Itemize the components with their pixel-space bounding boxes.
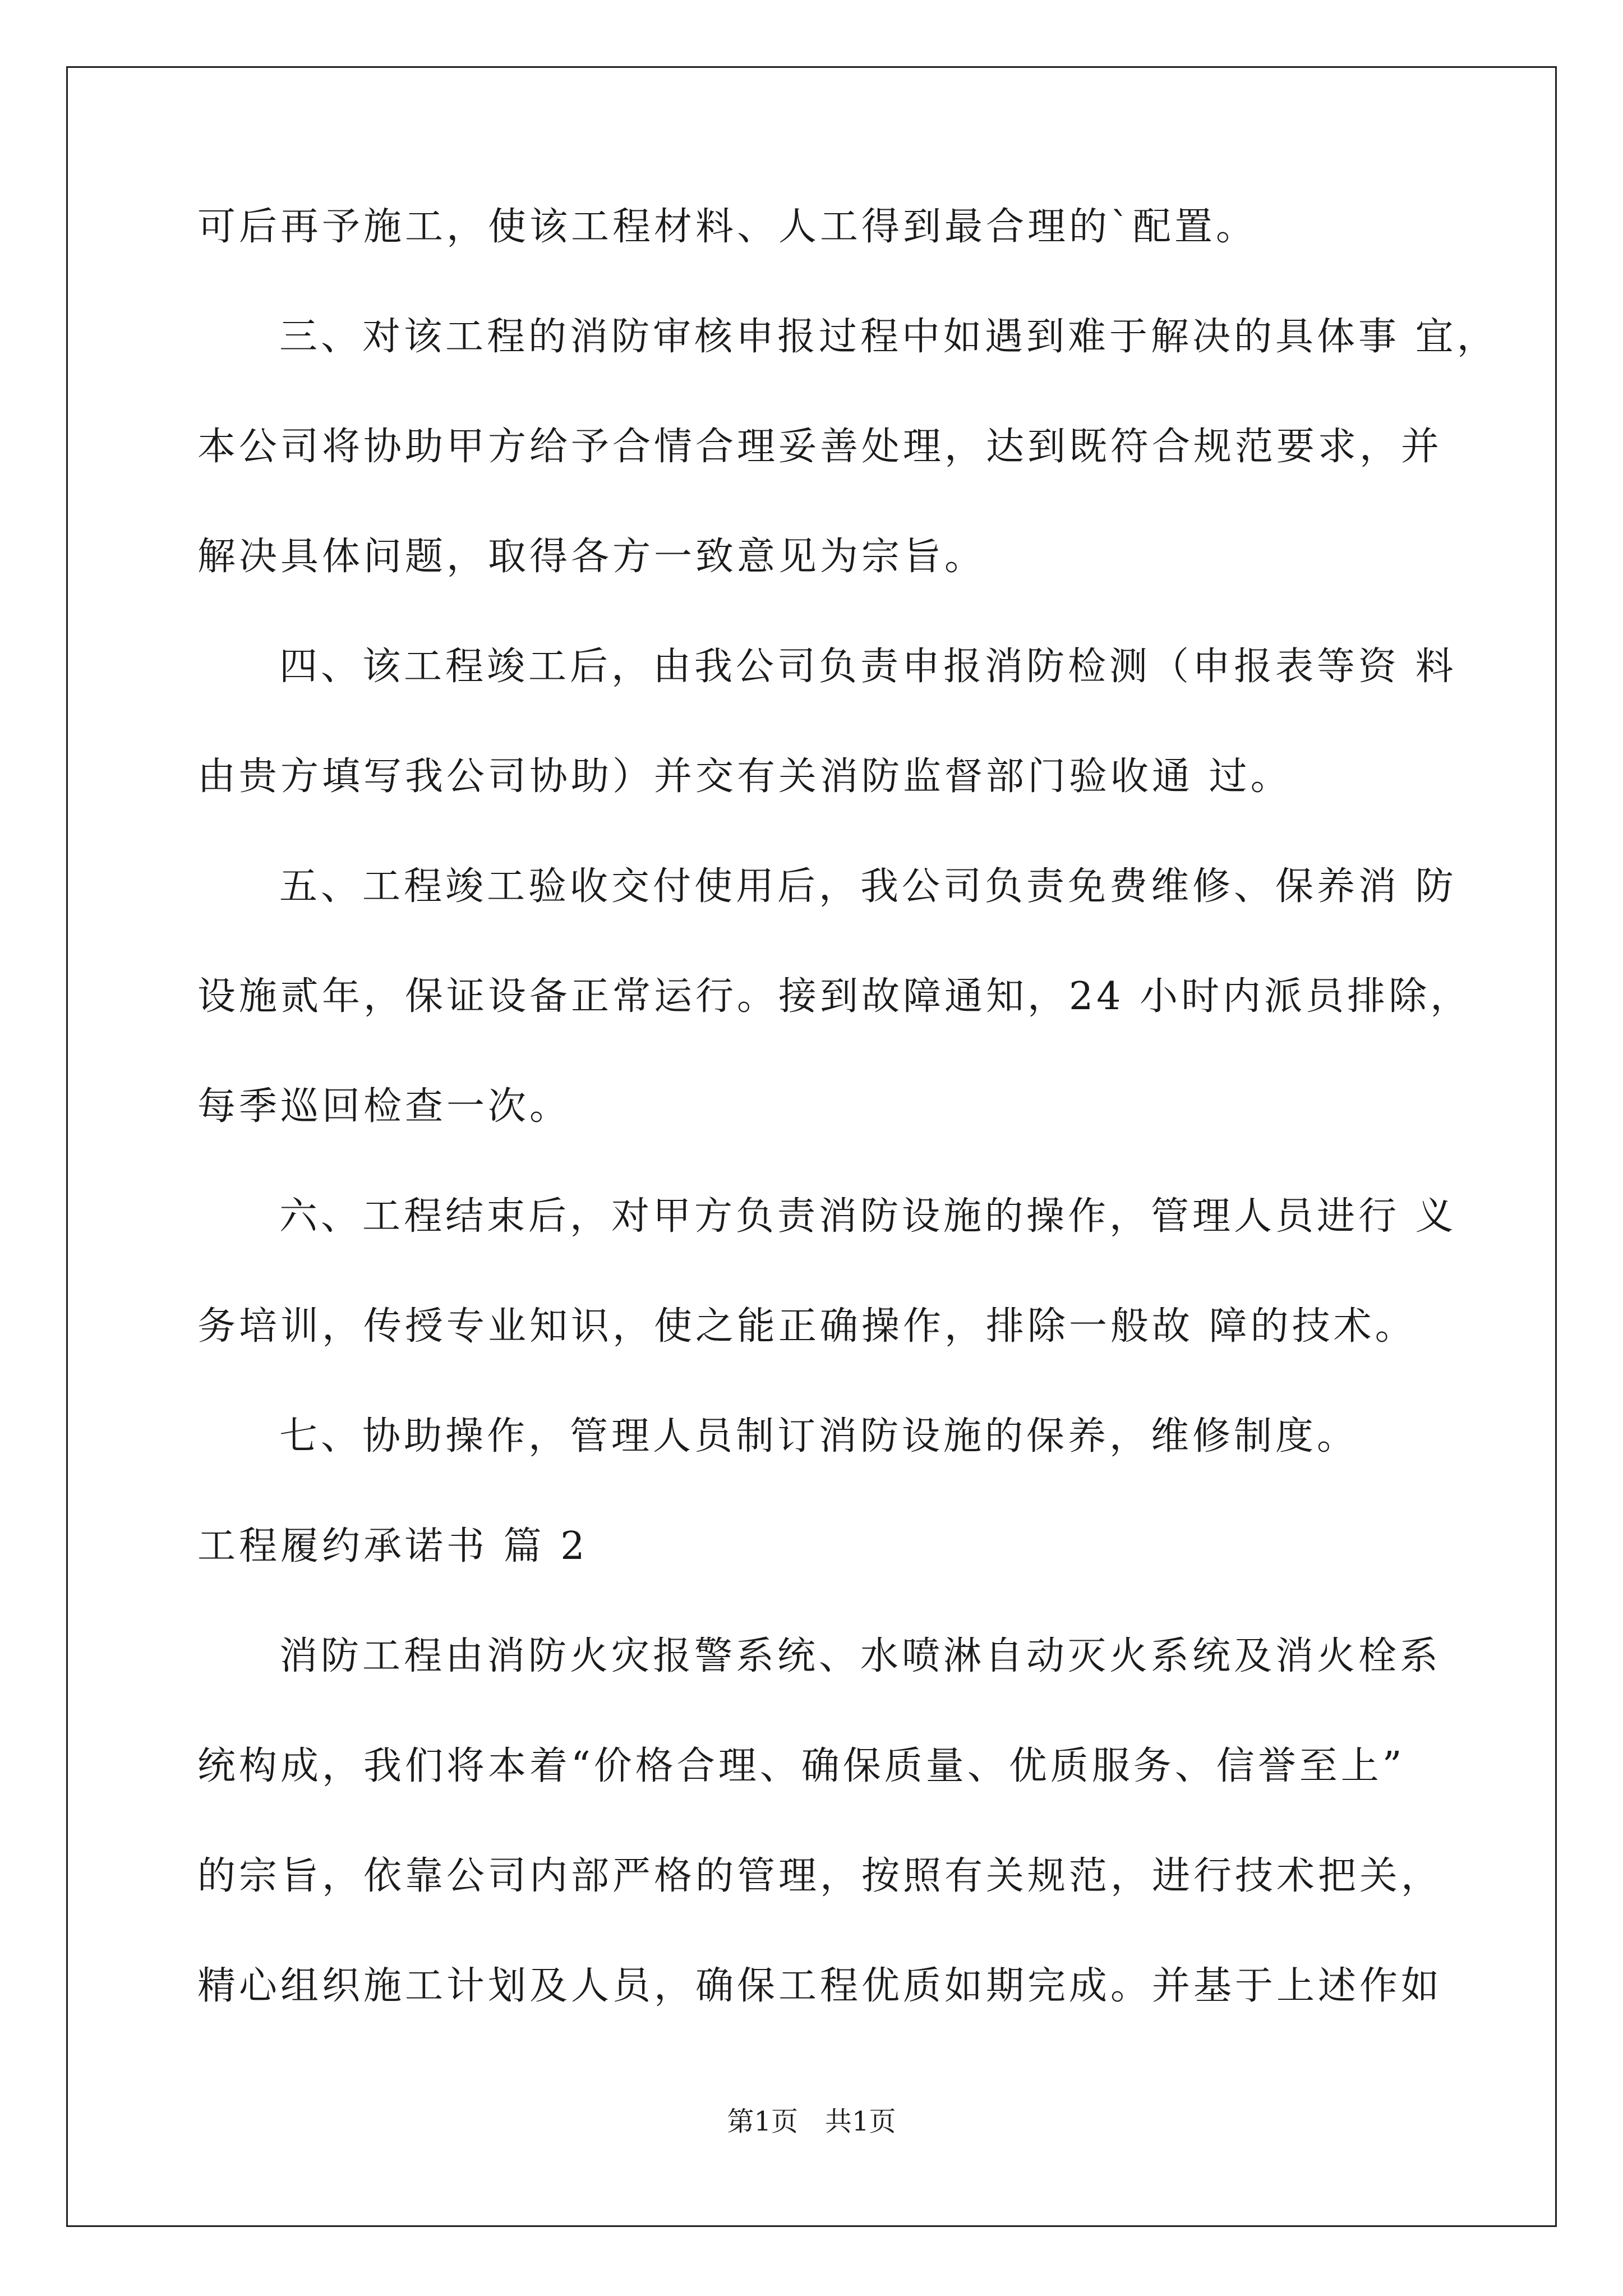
text-line: 由贵方填写我公司协助）并交有关消防监督部门验收通 过。: [197, 754, 1292, 799]
page-footer: 第1页 共1页: [727, 2106, 896, 2137]
text-line: 消防工程由消防火灾报警系统、水喷淋自动灭火系统及消火栓系: [279, 1634, 1442, 1678]
text-line: 解决具体问题，取得各方一致意见为宗旨。: [197, 535, 986, 579]
text-line: 的宗旨，依靠公司内部严格的管理，按照有关规范，进行技术把关，: [197, 1854, 1443, 1898]
page-border: [66, 66, 1557, 2227]
text-line: 三、对该工程的消防审核申报过程中如遇到难于解决的具体事 宜，: [279, 315, 1498, 359]
text-line: 本公司将协助甲方给予合情合理妥善处理，达到既符合规范要求，并: [197, 425, 1443, 469]
text-line: 六、工程结束后，对甲方负责消防设施的操作，管理人员进行 义: [279, 1194, 1457, 1239]
text-line: 五、工程竣工验收交付使用后，我公司负责免费维修、保养消 防: [279, 864, 1457, 909]
text-line: 务培训，传授专业知识，使之能正确操作，排除一般故 障的技术。: [197, 1304, 1417, 1349]
text-line: 精心组织施工计划及人员，确保工程优质如期完成。并基于上述作如: [197, 1964, 1443, 2008]
text-line: 可后再予施工，使该工程材料、人工得到最合理的`配置。: [197, 205, 1258, 249]
text-line: 四、该工程竣工后，由我公司负责申报消防检测（申报表等资 料: [279, 645, 1457, 689]
text-line: 统构成，我们将本着“价格合理、确保质量、优质服务、信誉至上”: [197, 1744, 1405, 1788]
text-line: 每季巡回检查一次。: [197, 1084, 571, 1129]
section-heading: 工程履约承诺书 篇 2: [197, 1524, 588, 1568]
text-line: 七、协助操作，管理人员制订消防设施的保养，维修制度。: [279, 1414, 1359, 1458]
text-line: 设施贰年，保证设备正常运行。接到故障通知，24 小时内派员排除，: [197, 974, 1472, 1019]
